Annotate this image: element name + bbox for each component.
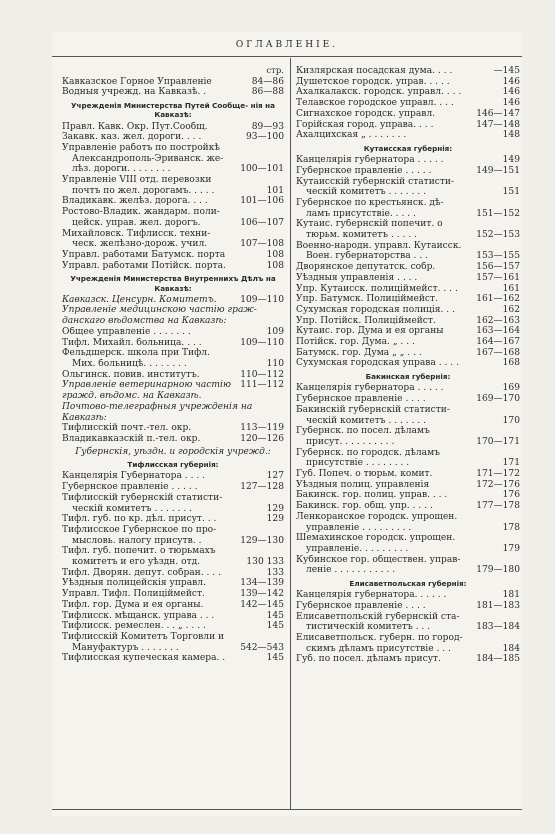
entry-title: Уѣздныя полицейскія управл.: [62, 578, 206, 589]
toc-entry-continuation: [62, 359, 284, 370]
entry-page: 146: [502, 98, 520, 109]
entry-page: 183—184: [476, 622, 520, 633]
toc-entry: [62, 471, 284, 482]
toc-entry: [62, 621, 284, 632]
toc-entry: [296, 87, 520, 98]
entry-page: 161—162: [476, 294, 520, 305]
entry-page: 107—108: [240, 239, 284, 250]
entry-title: Почтово-телеграфныя учрежденія на Кавказѣ:: [62, 401, 253, 423]
entry-title: Сигнахское городск. управл.: [296, 108, 436, 119]
entry-page: 146—147: [476, 108, 520, 119]
entry-title: Губернское по крестьянск. дѣ-: [296, 197, 444, 208]
entry-page: 152—153: [476, 230, 520, 241]
section-heading: Бакинская губернія:: [365, 372, 451, 382]
entry-title: Уѣздныя управленія . . . .: [296, 272, 418, 283]
toc-entry-continuation: [296, 251, 520, 262]
toc-entry: [62, 632, 284, 643]
entry-page: 170—171: [476, 436, 520, 447]
toc-entry: [62, 546, 284, 557]
entry-title: Кавказское Горное Управленіе: [62, 76, 212, 87]
entry-title: Ростово-Владик. жандарм. поли-: [62, 207, 220, 218]
entry-page: 108: [266, 260, 284, 271]
entry-page: 164—167: [476, 337, 520, 348]
entry-title: цейск. управ. жел. дорогъ.: [72, 217, 201, 228]
entry-title: Тифл. Дворян. депут. собран. . . .: [62, 567, 221, 578]
entry-page: 109: [266, 326, 284, 337]
entry-title: Бакинскій губернскій статисти-: [296, 404, 450, 415]
entry-title: Закавк. каз. жел. дороги. . . .: [62, 132, 202, 143]
entry-title: управленіе . . . . . . . . .: [306, 522, 412, 533]
entry-page: 129: [266, 514, 284, 525]
entry-page: 171: [502, 458, 520, 469]
toc-entry: [62, 122, 284, 133]
toc-entry-continuation: [296, 187, 520, 198]
section-heading: Учрежденія Министерства Путей Сообще- нія на Кавказѣ:: [71, 101, 275, 120]
entry-page: 146: [502, 76, 520, 87]
toc-entry: [296, 394, 520, 405]
entry-title: Кубинское гор. обществен. управ-: [296, 554, 461, 565]
entry-title: Губернское правленіе . . . . .: [296, 165, 432, 176]
entry-title: Телавское городское управл. . . .: [296, 98, 454, 109]
entry-page: 146: [502, 87, 520, 98]
entry-page: —145: [493, 66, 520, 76]
entry-title: Владикавк. желѣз. дорога. . . .: [62, 196, 208, 207]
entry-page: 100—101: [240, 164, 284, 175]
entry-title: Губ. Попеч. о тюрьм. комит.: [296, 469, 433, 480]
entry-title: Тифлисск. ремеслен. . . „ . . . .: [62, 621, 206, 632]
toc-entry: [296, 284, 520, 295]
entry-page: 120—126: [240, 433, 284, 444]
entry-page: 101: [266, 185, 284, 196]
entry-title: ламъ присутствіе. . . . .: [306, 208, 416, 219]
toc-entry: [62, 305, 284, 326]
toc-entry-continuation: [296, 523, 520, 534]
section-heading: Елисаветпольская губернія:: [349, 579, 467, 589]
entry-page: 108: [266, 249, 284, 260]
entry-title: Кизлярская посадская дума. . . .: [296, 66, 453, 76]
entry-page: 167—168: [476, 347, 520, 358]
entry-page: 89—93: [251, 121, 284, 132]
entry-title: Мих. больницѣ. . . . . . . .: [72, 358, 187, 369]
toc-entry-continuation: [296, 544, 520, 555]
entry-title: Сухумская городская управа . . . .: [296, 358, 459, 369]
entry-page: 179—180: [476, 565, 520, 576]
toc-entry: [62, 370, 284, 381]
entry-page: 129—130: [240, 535, 284, 546]
entry-title: ческій комитетъ . . . . . . .: [306, 415, 427, 426]
entry-page: 113—119: [240, 423, 284, 434]
toc-entry: [296, 98, 520, 109]
entry-title: Управл. Тифл. Полиціймейст.: [62, 589, 205, 600]
entry-title: Управл. работами Потійск. порта.: [62, 260, 226, 271]
toc-entry: [296, 555, 520, 566]
toc-entry-continuation: [296, 416, 520, 427]
entry-title: Управленіе VIII отд. перевозки: [62, 175, 212, 186]
entry-page: 170: [502, 415, 520, 426]
entry-title: Губернское правленіе . . . .: [296, 600, 426, 611]
toc-entry: [296, 273, 520, 284]
toc-entry: [296, 305, 520, 316]
entry-page: 93—100: [245, 132, 284, 143]
entry-title: Управл. работами Батумск. порта: [62, 249, 226, 260]
toc-entry: [62, 514, 284, 525]
toc-entry: [296, 198, 520, 209]
toc-entry: [296, 480, 520, 491]
entry-title: Елисаветпольскій губернскій ста-: [296, 611, 460, 622]
entry-title: Общее управленіе . . . . . . .: [62, 326, 191, 337]
entry-page: 542—543: [240, 642, 284, 653]
toc-entry: [296, 469, 520, 480]
entry-page: 151—152: [476, 208, 520, 219]
entry-title: Бакинск. гор. общ. упр. . . . .: [296, 501, 433, 512]
entry-page: 110: [266, 358, 284, 369]
toc-entry: [62, 338, 284, 349]
toc-entry: [62, 196, 284, 207]
entry-title: Управленіе медицинскою частію граж- данскаго вѣдомства на Кавказѣ:: [62, 305, 257, 327]
toc-entry: [296, 155, 520, 166]
toc-entry: [296, 405, 520, 416]
entry-page: 172—176: [476, 479, 520, 490]
toc-entry-continuation: [62, 643, 284, 654]
entry-page: 156—157: [476, 262, 520, 273]
entry-title: Тифлисское Губернское по про-: [62, 524, 217, 535]
entry-page: 145: [266, 610, 284, 621]
toc-entry: [296, 601, 520, 612]
toc-entry-continuation: [296, 565, 520, 576]
toc-entry: [296, 130, 520, 141]
toc-entry: [296, 490, 520, 501]
entry-title: Управленіе работъ по постройкѣ: [62, 142, 220, 153]
toc-entry: [296, 533, 520, 544]
entry-title: Тифлисскій почт.-тел. окр.: [62, 423, 192, 434]
entry-title: Водныя учрежд. на Кавказѣ. .: [62, 87, 207, 98]
entry-page: 153—155: [476, 251, 520, 262]
entry-title: мысловь. налогу присутв. .: [72, 535, 202, 546]
book-page: [52, 32, 522, 816]
entry-title: Кутаис. гор. Дума и ея органы: [296, 326, 444, 337]
toc-entry-continuation: [296, 644, 520, 655]
toc-entry: [62, 380, 284, 401]
entry-page: 142—145: [240, 599, 284, 610]
entry-title: управленіе. . . . . . . . .: [306, 543, 409, 554]
toc-entry: [296, 654, 520, 665]
entry-page: 151: [502, 187, 520, 198]
entry-title: лѣз. дороги. . . . . . . .: [72, 164, 171, 175]
toc-entry: [62, 600, 284, 611]
toc-entry: [62, 77, 284, 88]
toc-entry: [296, 426, 520, 437]
toc-entry: [296, 358, 520, 369]
toc-entry-continuation: [62, 186, 284, 197]
entry-page: 181: [502, 590, 520, 601]
toc-entry: [296, 294, 520, 305]
entry-title: Кутаис. губернскій попечит. о: [296, 219, 443, 230]
toc-entry-continuation: [296, 458, 520, 469]
entry-title: Тифл. губ. по кр. дѣл. присут. . .: [62, 514, 217, 525]
section-heading: Учрежденія Министерства Внутреннихъ Дѣлъ на Кавказѣ:: [70, 274, 276, 293]
toc-entry-continuation: [62, 239, 284, 250]
entry-title: Упр. Батумск. Полиціймейст.: [296, 294, 438, 305]
toc-right-column: [296, 66, 520, 665]
toc-entry: [62, 578, 284, 589]
toc-entry: [62, 229, 284, 240]
section-heading: Кутаисская губернія:: [363, 143, 453, 153]
entry-title: Губернское правленіе . . . .: [296, 394, 426, 405]
entry-page: 147—148: [476, 119, 520, 130]
page-column-label: [62, 66, 284, 77]
entry-page: 111—112: [240, 380, 284, 391]
page-label: стр.: [266, 66, 284, 76]
entry-page: 161: [502, 283, 520, 294]
entry-title: Тифлисскій Комитетъ Торговли и: [62, 631, 225, 642]
toc-entry: [296, 383, 520, 394]
entry-title: Губ. по посел. дѣламъ присут.: [296, 654, 441, 665]
toc-entry: [296, 337, 520, 348]
entry-title: Тифлисскій губернскій статисти-: [62, 492, 223, 503]
top-rule: [52, 56, 522, 57]
toc-entry: [296, 501, 520, 512]
entry-title: Воен. губернаторства . . .: [306, 251, 428, 262]
entry-title: Канцелярія губернатора . . . . .: [296, 155, 444, 166]
toc-entry: [62, 295, 284, 306]
toc-entry: [296, 448, 520, 459]
toc-left-column: [62, 66, 284, 664]
entry-page: 149—151: [476, 165, 520, 176]
toc-entry: [296, 316, 520, 327]
entry-page: 179: [502, 543, 520, 554]
column-divider: [290, 58, 291, 809]
entry-page: 157—161: [476, 272, 520, 283]
toc-entry-continuation: [62, 218, 284, 229]
entry-page: 178: [502, 522, 520, 533]
entry-title: Тифлисск. мѣщанск. управа . . .: [62, 610, 215, 621]
entry-title: присут. . . . . . . . . .: [306, 436, 395, 447]
entry-page: 184—185: [476, 654, 520, 665]
entry-title: Владикавказскій п.-тел. окр.: [62, 433, 201, 444]
section-heading-italic: Губернскія, уѣздн. и городскія учрежд.:: [75, 446, 271, 457]
entry-title: Фельдшерск. школа при Тифл.: [62, 348, 210, 359]
entry-title: Потійск. гор. Дума. „ . . .: [296, 337, 415, 348]
toc-entry-continuation: [296, 437, 520, 448]
entry-title: Упр. Потійск. Полиціймейст.: [296, 315, 436, 326]
entry-page: 169: [502, 383, 520, 394]
entry-title: Ольгинск. повив. институтъ.: [62, 369, 200, 380]
entry-page: 169—170: [476, 394, 520, 405]
entry-title: ческій комитетъ . . . . . . .: [72, 503, 193, 514]
entry-page: 109—110: [240, 294, 284, 305]
toc-entry: [62, 589, 284, 600]
entry-title: Тифлисская купеческая камера. .: [62, 653, 226, 664]
toc-entry: [296, 326, 520, 337]
entry-title: Тифл. гор. Дума и ея органы.: [62, 599, 204, 610]
bottom-rule: [52, 809, 522, 810]
entry-page: 162: [502, 304, 520, 315]
entry-title: Уѣздныя полиц. управленія: [296, 479, 430, 490]
toc-entry: [296, 590, 520, 601]
entry-title: комитетъ и его уѣздн. отд.: [72, 557, 201, 568]
toc-entry: [296, 633, 520, 644]
toc-entry: [62, 434, 284, 445]
toc-entry: [62, 87, 284, 98]
toc-entry: [62, 327, 284, 338]
toc-entry: [296, 66, 520, 77]
entry-title: Михайловск. Тифлисск. техни-: [62, 228, 211, 239]
entry-title: почтъ по жел. дорогамъ. . . . .: [72, 185, 215, 196]
entry-page: 127—128: [240, 482, 284, 493]
entry-title: Бакинск. гор. полиц. управ. . . .: [296, 490, 448, 501]
toc-entry-continuation: [62, 154, 284, 165]
entry-page: 148: [502, 130, 520, 141]
entry-title: Тифл. губ. попечит. о тюрьмахъ: [62, 546, 216, 557]
toc-entry: [62, 250, 284, 261]
toc-entry: [296, 512, 520, 523]
toc-entry: [296, 219, 520, 230]
entry-title: Правл. Кавк. Окр. Пут.Сообщ.: [62, 121, 208, 132]
entry-page: 163—164: [476, 326, 520, 337]
toc-entry: [296, 612, 520, 623]
entry-title: тюрьм. комитетъ . . . . .: [306, 230, 418, 241]
entry-title: Канцелярія губернатора . . . . .: [296, 383, 444, 394]
toc-entry: [62, 132, 284, 143]
entry-page: 145: [266, 621, 284, 632]
toc-entry: [62, 493, 284, 504]
entry-page: 130 133: [246, 557, 284, 568]
entry-page: 109—110: [240, 337, 284, 348]
entry-title: леніе . . . . . . . . . . .: [306, 565, 396, 576]
entry-page: 129: [266, 503, 284, 514]
toc-entry: [296, 77, 520, 88]
page-header: ОГЛАВЛЕНІЕ.: [235, 40, 339, 50]
entry-page: 139—142: [240, 589, 284, 600]
entry-page: 101—106: [240, 196, 284, 207]
entry-title: Губернск. по городск. дѣламъ: [296, 447, 440, 458]
toc-entry-continuation: [62, 536, 284, 547]
toc-entry: [62, 348, 284, 359]
entry-title: Дворянское депутатск. собр.: [296, 262, 436, 273]
toc-entry: [62, 261, 284, 272]
entry-page: 176: [502, 490, 520, 501]
entry-title: Ахалцихская „ . . . . . . .: [296, 130, 407, 141]
entry-title: ческій комитетъ . . . . . . .: [306, 187, 427, 198]
entry-page: 110—112: [240, 369, 284, 380]
entry-page: 133: [266, 567, 284, 578]
entry-page: 145: [266, 653, 284, 664]
entry-title: Кавказск. Ценсурн. Комитетъ.: [62, 294, 217, 305]
toc-entry: [62, 653, 284, 664]
toc-entry-continuation: [62, 504, 284, 515]
entry-title: тистическій комитетъ . . .: [306, 622, 431, 633]
entry-page: 184: [502, 643, 520, 654]
entry-title: Канцелярія губернатора. . . . . .: [296, 590, 447, 601]
entry-title: Кутаисскій губернскій статисти-: [296, 176, 455, 187]
entry-page: 106—107: [240, 217, 284, 228]
entry-page: 134—139: [240, 578, 284, 589]
toc-entry: [296, 166, 520, 177]
entry-title: Управленіе ветеринарною частію гражд. вѣдомс. на Кавказѣ.: [62, 380, 231, 402]
entry-title: Ленкоранское городск. упрощен.: [296, 511, 458, 522]
toc-entry-continuation: [296, 209, 520, 220]
toc-entry: [296, 262, 520, 273]
entry-title: присутствіе . . . . . . . .: [306, 458, 410, 469]
toc-entry: [62, 143, 284, 154]
entry-title: Ахалкалакск. городск. управл. . . .: [296, 87, 462, 98]
entry-page: 171—172: [476, 469, 520, 480]
entry-title: Батумск. гор. Дума „ „ . . .: [296, 347, 422, 358]
entry-page: 162—163: [476, 315, 520, 326]
entry-title: Тифл. Михайл. больница. . . .: [62, 337, 202, 348]
entry-page: 84—86: [251, 76, 284, 87]
entry-title: скимъ дѣламъ присутствіе . . .: [306, 643, 451, 654]
toc-entry-continuation: [296, 230, 520, 241]
toc-entry: [62, 525, 284, 536]
toc-entry: [296, 120, 520, 131]
entry-page: 181—183: [476, 600, 520, 611]
toc-entry: [62, 611, 284, 622]
toc-entry: [296, 109, 520, 120]
entry-title: ческ. желѣзно-дорож. учил.: [72, 239, 208, 250]
entry-title: Шемахинское городск. упрощен.: [296, 533, 456, 544]
toc-entry: [296, 177, 520, 188]
entry-title: Упр. Кутаисск. полиціймейст. . . .: [296, 283, 458, 294]
entry-title: Сухумская городская полиція. . .: [296, 304, 455, 315]
section-heading: Тифлисская губернія:: [127, 460, 219, 470]
toc-entry: [62, 402, 284, 423]
toc-entry: [62, 175, 284, 186]
entry-title: Душетское городск. управ. . . . .: [296, 76, 450, 87]
toc-entry-continuation: [62, 164, 284, 175]
entry-title: Губернское правленіе . . . . .: [62, 482, 198, 493]
toc-entry: [62, 482, 284, 493]
entry-page: 127: [266, 471, 284, 482]
entry-title: Мануфактуръ . . . . . . .: [72, 642, 179, 653]
entry-title: Елисаветпольск. губерн. по город-: [296, 633, 463, 644]
toc-entry: [62, 568, 284, 579]
toc-entry-continuation: [62, 557, 284, 568]
toc-entry: [62, 207, 284, 218]
entry-title: Канцелярія Губернатора . . . .: [62, 471, 206, 482]
toc-entry-continuation: [296, 622, 520, 633]
toc-entry: [296, 241, 520, 252]
entry-page: 149: [502, 155, 520, 166]
entry-title: Горійская город. управа. . . .: [296, 119, 434, 130]
entry-title: Военно-народн. управл. Кутаисск.: [296, 240, 462, 251]
entry-title: Губернск. по посел. дѣламъ: [296, 426, 430, 437]
entry-page: 168: [502, 358, 520, 369]
entry-page: 86—88: [251, 87, 284, 98]
toc-entry: [296, 348, 520, 359]
toc-entry: [62, 423, 284, 434]
entry-page: 177—178: [476, 501, 520, 512]
entry-title: Александрополь-Эриванск. же-: [72, 153, 224, 164]
